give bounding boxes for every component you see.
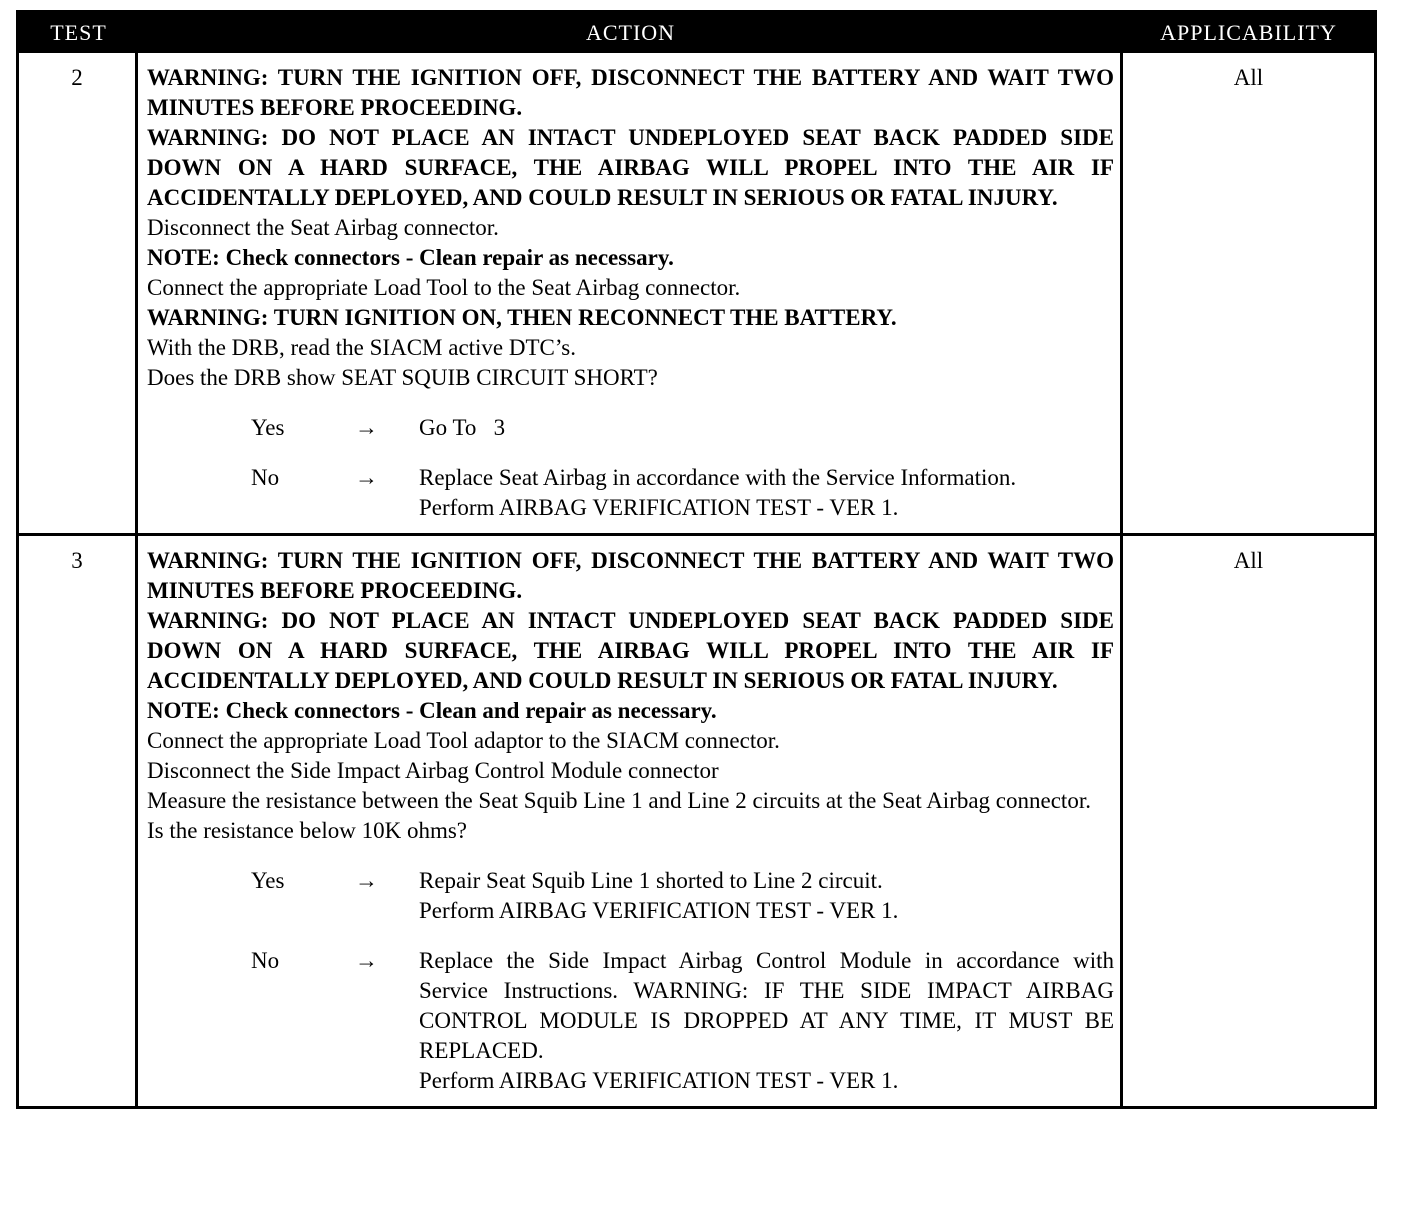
step-text: Disconnect the Side Impact Airbag Control Module connector: [147, 758, 719, 783]
question-text: Does the DRB show SEAT SQUIB CIRCUIT SHORT?: [147, 365, 658, 390]
branch-no: [147, 463, 1114, 523]
applicability-value: All: [1233, 548, 1264, 573]
yes-result: Go To 3: [419, 415, 506, 440]
no-result-text: Replace Seat Airbag in accordance with the Service Information.: [419, 465, 1017, 490]
arrow-icon: →: [355, 415, 378, 440]
header-action: ACTION: [585, 20, 676, 45]
test-number: 2: [19, 53, 138, 533]
step-text: Connect the appropriate Load Tool adaptor to the SIACM connector.: [147, 728, 780, 753]
arrow-icon: →: [355, 465, 378, 490]
note-text: NOTE: Check connectors - Clean repair as necessary.: [147, 245, 674, 270]
branch-no: [147, 946, 1114, 1096]
no-result-text: Replace the Side Impact Airbag Control Module in accordance with Service Instructions. WARNING: IF THE SIDE IMPACT AIRBAG CONTROL MODULE IS DROPPED AT ANY TIME, IT MUST BE REPLACED.: [419, 948, 1114, 1063]
table-row: [19, 533, 1374, 1106]
table-row: [19, 53, 1374, 533]
no-result-text-2: Perform AIRBAG VERIFICATION TEST - VER 1.: [419, 495, 899, 520]
applicability-value: All: [1233, 65, 1264, 90]
warning-text: WARNING: TURN THE IGNITION OFF, DISCONNECT THE BATTERY AND WAIT TWO MINUTES BEFORE PROCEEDING.: [147, 548, 1114, 603]
table-header: [19, 13, 1374, 53]
question-text: Is the resistance below 10K ohms?: [147, 818, 468, 843]
header-test: TEST: [50, 20, 107, 45]
warning-text: WARNING: TURN THE IGNITION OFF, DISCONNECT THE BATTERY AND WAIT TWO MINUTES BEFORE PROCEEDING.: [147, 65, 1114, 120]
step-text: Disconnect the Seat Airbag connector.: [147, 215, 499, 240]
note-text: NOTE: Check connectors - Clean and repair as necessary.: [147, 698, 717, 723]
step-text: Connect the appropriate Load Tool to the Seat Airbag connector.: [147, 275, 741, 300]
no-result: [419, 463, 1114, 523]
yes-result-text: Repair Seat Squib Line 1 shorted to Line 2 circuit.: [419, 868, 883, 893]
diagnostic-table: [16, 10, 1377, 1109]
no-label: No: [251, 465, 280, 490]
step-text: Measure the resistance between the Seat Squib Line 1 and Line 2 circuits at the Seat Airbag connector.: [147, 788, 1091, 813]
arrow-icon: →: [355, 948, 378, 973]
branch-yes: [147, 413, 1114, 443]
yes-label: Yes: [251, 415, 285, 440]
warning-text: WARNING: TURN IGNITION ON, THEN RECONNECT THE BATTERY.: [147, 305, 897, 330]
header-applicability: APPLICABILITY: [1160, 20, 1337, 45]
branch-yes: [147, 866, 1114, 926]
warning-text: WARNING: DO NOT PLACE AN INTACT UNDEPLOYED SEAT BACK PADDED SIDE DOWN ON A HARD SURFACE, THE AIRBAG WILL PROPEL INTO THE AIR IF ACCIDENTALLY DEPLOYED, AND COULD RESULT IN SERIOUS OR FATAL INJURY.: [147, 125, 1114, 210]
yes-result-text-2: Perform AIRBAG VERIFICATION TEST - VER 1.: [419, 898, 899, 923]
test-number: 3: [19, 536, 138, 1106]
no-result-text-2: Perform AIRBAG VERIFICATION TEST - VER 1.: [419, 1068, 899, 1093]
step-text: With the DRB, read the SIACM active DTC’s.: [147, 335, 576, 360]
action-cell: [138, 53, 1123, 533]
arrow-icon: →: [355, 868, 378, 893]
no-label: No: [251, 948, 280, 973]
warning-text: WARNING: DO NOT PLACE AN INTACT UNDEPLOYED SEAT BACK PADDED SIDE DOWN ON A HARD SURFACE, THE AIRBAG WILL PROPEL INTO THE AIR IF ACCIDENTALLY DEPLOYED, AND COULD RESULT IN SERIOUS OR FATAL INJURY.: [147, 608, 1114, 693]
yes-result: [419, 866, 1114, 926]
yes-label: Yes: [251, 868, 285, 893]
action-cell: [138, 536, 1123, 1106]
no-result: [419, 946, 1114, 1096]
